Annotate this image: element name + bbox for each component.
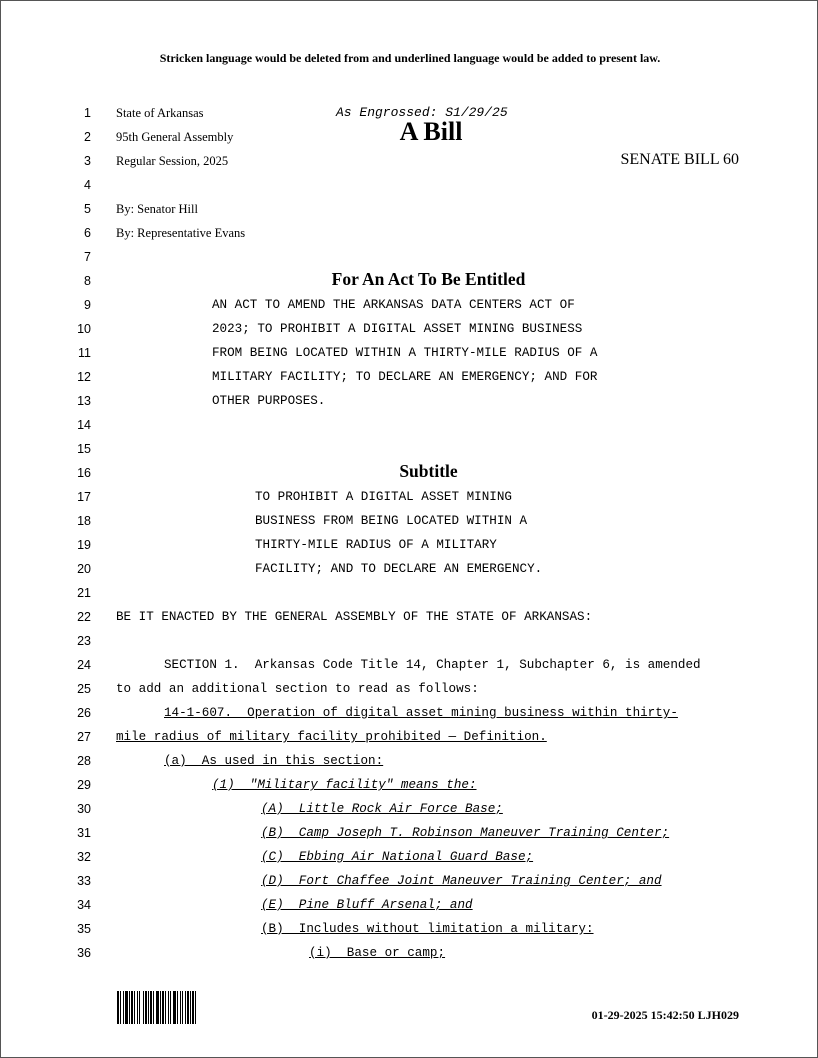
line-number: 25 — [77, 682, 91, 696]
line-number: 14 — [77, 418, 91, 432]
bill-label: A Bill — [399, 117, 463, 146]
subtitle-line: THIRTY-MILE RADIUS OF A MILITARY — [255, 538, 497, 552]
line-number: 2 — [84, 130, 91, 144]
line-number: 30 — [77, 802, 91, 816]
barcode — [117, 991, 218, 1024]
line-number: 1 — [84, 106, 91, 120]
line-number: 16 — [77, 466, 91, 480]
title-line: 2023; TO PROHIBIT A DIGITAL ASSET MINING BUSINESS — [212, 322, 583, 336]
line-number: 36 — [77, 946, 91, 960]
line-number: 18 — [77, 514, 91, 528]
line-number: 20 — [77, 562, 91, 576]
line-number: 35 — [77, 922, 91, 936]
session: Regular Session, 2025 — [116, 154, 229, 168]
line-number: 34 — [77, 898, 91, 912]
subtitle-heading: Subtitle — [399, 461, 458, 481]
subtitle-line: BUSINESS FROM BEING LOCATED WITHIN A — [255, 514, 528, 528]
title-line: MILITARY FACILITY; TO DECLARE AN EMERGENCY; AND FOR — [212, 370, 598, 384]
engrossed-stamp: As Engrossed: S1/29/25 — [336, 105, 508, 120]
item-e: (E) Pine Bluff Arsenal; and — [261, 898, 473, 912]
line-number: 3 — [84, 154, 91, 168]
item-a: (A) Little Rock Air Force Base; — [261, 802, 503, 816]
footer-stamp: 01-29-2025 15:42:50 LJH029 — [591, 1008, 739, 1022]
line-number: 28 — [77, 754, 91, 768]
line-number: 23 — [77, 634, 91, 648]
line-number: 4 — [84, 178, 91, 192]
line-number: 29 — [77, 778, 91, 792]
line-number: 13 — [77, 394, 91, 408]
item-d: (D) Fort Chaffee Joint Maneuver Training Center; and — [261, 874, 662, 888]
line-number: 21 — [77, 586, 91, 600]
line-number: 19 — [77, 538, 91, 552]
line-number: 32 — [77, 850, 91, 864]
line-number: 17 — [77, 490, 91, 504]
line-number: 12 — [77, 370, 91, 384]
section-1-line-1: SECTION 1. Arkansas Code Title 14, Chapter 1, Subchapter 6, is amended — [164, 658, 701, 672]
line-number: 7 — [84, 250, 91, 264]
line-number: 10 — [77, 322, 91, 336]
sub-item-i: (i) Base or camp; — [309, 946, 446, 960]
item-b: (B) Camp Joseph T. Robinson Maneuver Training Center; — [261, 826, 670, 840]
line-number: 5 — [84, 202, 91, 216]
line-number: 33 — [77, 874, 91, 888]
sponsor-representative: By: Representative Evans — [116, 226, 246, 240]
line-number: 24 — [77, 658, 91, 672]
title-line: OTHER PURPOSES. — [212, 394, 326, 408]
line-number: 27 — [77, 730, 91, 744]
line-number: 6 — [84, 226, 91, 240]
item-c: (C) Ebbing Air National Guard Base; — [261, 850, 534, 864]
new-section-heading-cont: mile radius of military facility prohibited — Definition. — [116, 730, 547, 744]
line-number: 31 — [77, 826, 91, 840]
subtitle-line: FACILITY; AND TO DECLARE AN EMERGENCY. — [255, 562, 543, 576]
state-name: State of Arkansas — [116, 106, 204, 120]
line-number: 26 — [77, 706, 91, 720]
new-section-heading: 14-1-607. Operation of digital asset mining business within thirty- — [164, 706, 678, 720]
sponsor-senator: By: Senator Hill — [116, 202, 198, 216]
line-number: 22 — [77, 610, 91, 624]
amendment-notice: Stricken language would be deleted from and underlined language would be added to present law. — [159, 51, 661, 65]
line-number: 8 — [84, 274, 91, 288]
item-b-includes: (B) Includes without limitation a military: — [261, 922, 594, 936]
subsection-a: (a) As used in this section: — [164, 754, 384, 768]
subtitle-line: TO PROHIBIT A DIGITAL ASSET MINING — [255, 490, 512, 504]
title-line: FROM BEING LOCATED WITHIN A THIRTY-MILE RADIUS OF A — [212, 346, 598, 360]
line-number: 9 — [84, 298, 91, 312]
title-line: AN ACT TO AMEND THE ARKANSAS DATA CENTERS ACT OF — [212, 298, 575, 312]
section-1-line-2: to add an additional section to read as follows: — [116, 682, 479, 696]
enacting-clause: BE IT ENACTED BY THE GENERAL ASSEMBLY OF THE STATE OF ARKANSAS: — [116, 610, 593, 624]
general-assembly: 95th General Assembly — [116, 130, 234, 144]
barcode-bar — [195, 991, 196, 1024]
line-number: 15 — [77, 442, 91, 456]
title-heading: For An Act To Be Entitled — [331, 269, 526, 289]
subdivision-1: (1) "Military facility" means the: — [212, 778, 477, 792]
bill-number: SENATE BILL 60 — [620, 151, 739, 168]
line-number: 11 — [78, 346, 91, 360]
